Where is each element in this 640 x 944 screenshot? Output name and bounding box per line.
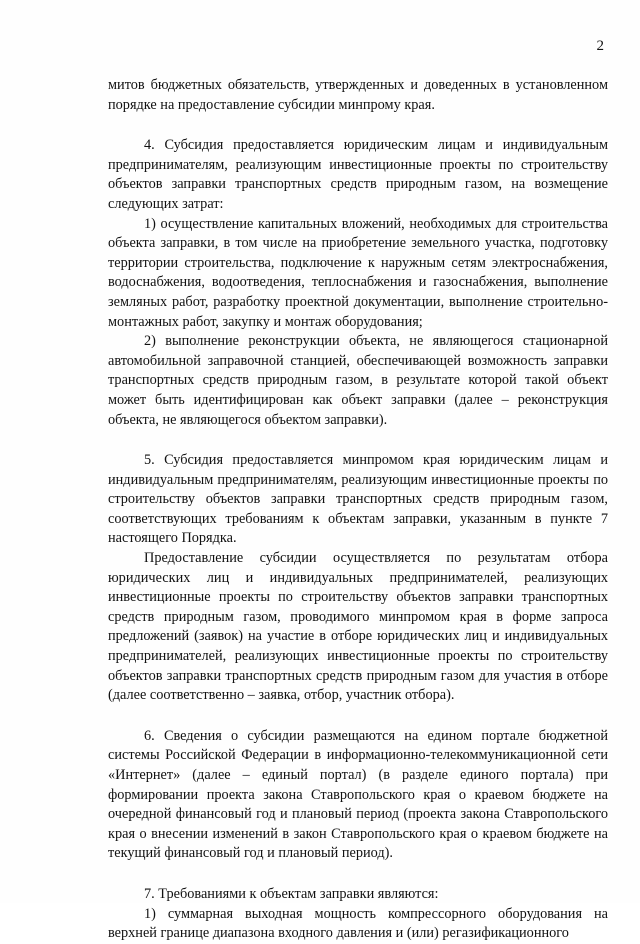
paragraph-continuation: митов бюджетных обязательств, утвержденных и доведенных в установленном порядке на предоставление субсидии минпрому края. <box>108 77 608 113</box>
paragraph-item-4-1: 1) осуществление капитальных вложений, необходимых для строительства объекта заправки, в том числе на приобретение земельного участка, подготовку территории строительства, подключение к наружным сетям электроснабжения, водоснабжения, водоотведения, теплоснабжения и газоснабжения, выполнение земляных работ, разработку проектной документации, выполнение строительно-монтажных работ, закупку и монтаж оборудования; <box>108 215 608 330</box>
paragraph-item-7: 7. Требованиями к объектам заправки являются: <box>144 885 439 902</box>
paragraph-item-5-selection: Предоставление субсидии осуществляется по результатам отбора юридических лиц и индивидуальных предпринимателей, реализующих инвестиционные проекты по строительству объектов заправки транспортных средств природным газом, проводимого минпромом края в форме запроса предложений (заявок) на участие в отборе юридических лиц и индивидуальных предпринимателей, реализующих инвестиционные проекты по строительству объектов заправки транспортных средств природным газом для участия в отборе (далее соответственно – заявка, отбор, участник отбора). <box>108 550 608 704</box>
paragraph-item-4-2: 2) выполнение реконструкции объекта, не являющегося стационарной автомобильной заправочной станцией, обеспечивающей возможность заправки транспортных средств природным газом, в результате которой такой объект может быть идентифицирован как объект заправки (далее – реконструкция объекта, не являющегося объектом заправки). <box>108 333 608 428</box>
paragraph-item-7-1: 1) суммарная выходная мощность компрессорного оборудования на верхней границе диапазона входного давления и (или) регазификационного <box>108 905 608 942</box>
paragraph-item-4: 4. Субсидия предоставляется юридическим лицам и индивидуальным предпринимателям, реализующим инвестиционные проекты по строительству объектов заправки транспортных средств природным газом, на возмещение следующих затрат: <box>108 137 608 212</box>
paragraph-item-6: 6. Сведения о субсидии размещаются на едином портале бюджетной системы Российской Федерации в информационно-телекоммуникационной сети «Интернет» (далее – единый портал) (в разделе единого портала) при формировании проекта закона Ставропольского края о краевом бюджете на очередной финансовый год и плановый период (проекта закона Ставропольского края о внесении изменений в закон Ставропольского края о краевом бюджете на текущий финансовый год и плановый период). <box>108 727 608 862</box>
paragraph-item-5: 5. Субсидия предоставляется минпромом края юридическим лицам и индивидуальным предпринимателям, реализующим инвестиционные проекты по строительству объектов заправки транспортных средств природным газом, соответствующих требованиям к объектам заправки, указанным в пункте 7 настоящего Порядка. <box>108 452 608 547</box>
page-number: 2 <box>596 38 604 54</box>
document-body <box>108 76 608 944</box>
